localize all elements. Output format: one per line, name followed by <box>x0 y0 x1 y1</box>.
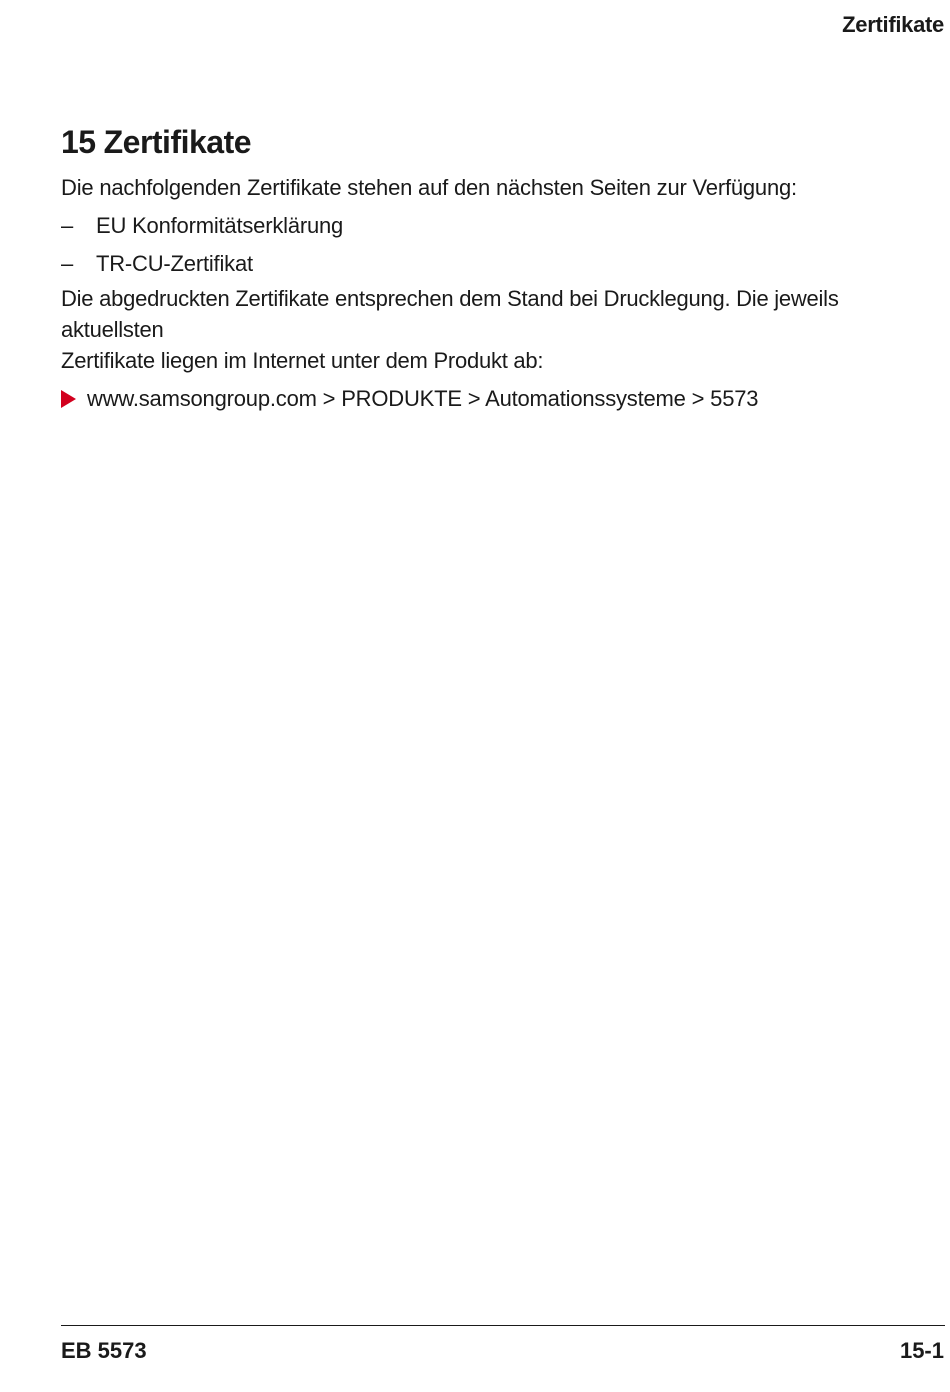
note-line-2: Zertifikate liegen im Internet unter dem Produkt ab: <box>61 348 544 373</box>
footer-divider <box>61 1325 945 1326</box>
footer-doc-id: EB 5573 <box>61 1338 147 1363</box>
dash-marker: – <box>61 213 74 238</box>
list-item-label: EU Konformitätserklärung <box>96 213 344 238</box>
intro-paragraph: Die nachfolgenden Zertifikate stehen auf den nächsten Seiten zur Verfügung: <box>61 175 797 200</box>
section-content <box>61 118 945 415</box>
note-paragraph <box>61 283 945 376</box>
certificate-list <box>61 207 945 283</box>
note-line-1: Die abgedruckten Zertifikate entsprechen dem Stand bei Drucklegung. Die jeweils aktuellsten <box>61 286 839 342</box>
running-header-title: Zertifikate <box>842 12 944 37</box>
section-number: 15 <box>61 124 96 160</box>
footer-page-number: 15-1 <box>899 1338 944 1363</box>
section-title: Zertifikate <box>103 124 252 160</box>
website-path <box>61 383 945 415</box>
website-path-text[interactable]: www.samsongroup.com > PRODUKTE > Automationssysteme > 5573 <box>87 386 759 411</box>
section-heading <box>61 118 945 166</box>
red-triangle-right-icon <box>61 390 76 408</box>
list-item <box>61 245 945 283</box>
list-item <box>61 207 945 245</box>
list-item-label: TR-CU-Zertifikat <box>96 251 253 276</box>
dash-marker: – <box>61 251 74 276</box>
